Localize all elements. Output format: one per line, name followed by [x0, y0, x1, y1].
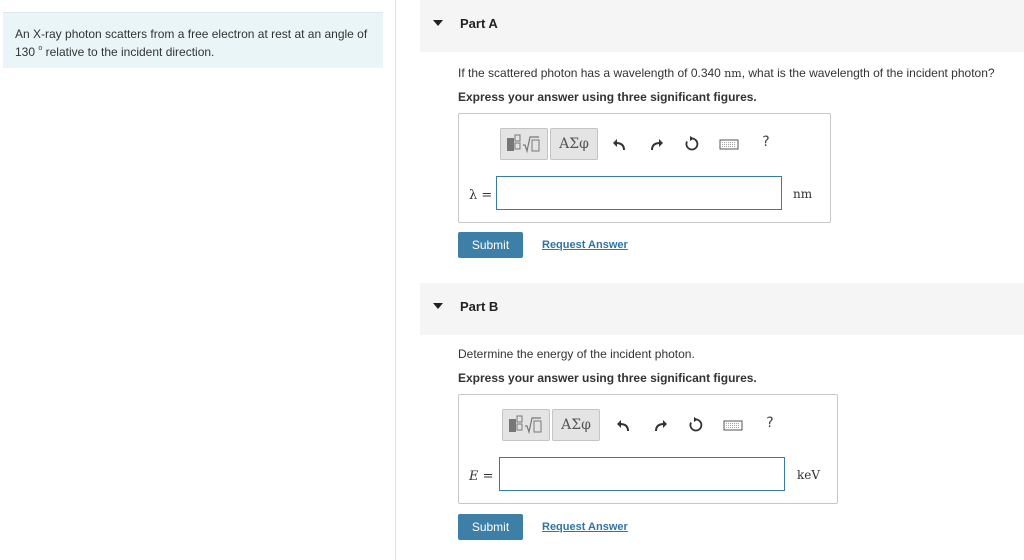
- part-b-instruction: Express your answer using three significant figures.: [458, 371, 757, 385]
- part-a-unit-label: nm: [793, 187, 813, 201]
- part-a-answer-input[interactable]: [496, 176, 782, 210]
- greek-symbols-button[interactable]: ΑΣφ: [550, 128, 598, 160]
- collapse-triangle-icon[interactable]: [433, 303, 443, 309]
- templates-icon: [501, 129, 547, 159]
- part-b-unit-label: keV: [797, 468, 821, 482]
- part-a-request-answer-link[interactable]: Request Answer: [542, 239, 628, 251]
- undo-icon: [616, 417, 632, 433]
- redo-button[interactable]: [648, 136, 664, 152]
- greek-symbols-button[interactable]: ΑΣφ: [552, 409, 600, 441]
- reset-icon: [688, 417, 704, 433]
- part-b-variable-label: E =: [469, 469, 494, 484]
- keyboard-button[interactable]: [719, 136, 739, 152]
- part-b-answer-input[interactable]: [499, 457, 785, 491]
- reset-button[interactable]: [684, 136, 700, 152]
- redo-button[interactable]: [652, 417, 668, 433]
- help-icon[interactable]: ?: [766, 415, 774, 431]
- part-a-question-text: If the scattered photon has a wavelength of 0.340: [458, 66, 721, 80]
- problem-panel: [3, 12, 383, 68]
- part-b-request-answer-link[interactable]: Request Answer: [542, 521, 628, 533]
- keyboard-icon: [723, 417, 743, 433]
- redo-icon: [652, 417, 668, 433]
- undo-button[interactable]: [616, 417, 632, 433]
- part-a-instruction: Express your answer using three significant figures.: [458, 90, 757, 104]
- undo-icon: [612, 136, 628, 152]
- part-b-header[interactable]: [420, 283, 1024, 335]
- problem-text-end: relative to the incident direction.: [45, 45, 215, 59]
- degree-symbol: o: [38, 45, 43, 52]
- keyboard-button[interactable]: [723, 417, 743, 433]
- part-b-title: Part B: [460, 299, 499, 314]
- reset-button[interactable]: [688, 417, 704, 433]
- part-a-answer-box: [458, 113, 831, 223]
- reset-icon: [684, 136, 700, 152]
- part-a-header[interactable]: [420, 0, 1024, 52]
- problem-statement: [15, 27, 370, 60]
- part-b-answer-box: [458, 394, 838, 504]
- part-a-question-end: , what is the wavelength of the incident photon?: [741, 66, 995, 80]
- templates-button[interactable]: [502, 409, 550, 441]
- part-b-submit-button[interactable]: Submit: [458, 514, 523, 540]
- redo-icon: [648, 136, 664, 152]
- undo-button[interactable]: [612, 136, 628, 152]
- templates-icon: [503, 410, 549, 440]
- part-b-question: Determine the energy of the incident photon.: [458, 347, 695, 361]
- help-icon[interactable]: ?: [762, 134, 770, 150]
- part-a-variable-label: λ =: [469, 188, 493, 203]
- part-a-submit-button[interactable]: Submit: [458, 232, 523, 258]
- collapse-triangle-icon[interactable]: [433, 20, 443, 26]
- part-a-question: [458, 66, 995, 80]
- part-a-question-unit: nm: [724, 67, 742, 80]
- problem-text-main: An X-ray photon scatters from a free electron at rest at an angle of 130: [15, 27, 368, 59]
- templates-button[interactable]: [500, 128, 548, 160]
- column-divider: [395, 0, 396, 560]
- keyboard-icon: [719, 136, 739, 152]
- part-a-title: Part A: [460, 16, 498, 31]
